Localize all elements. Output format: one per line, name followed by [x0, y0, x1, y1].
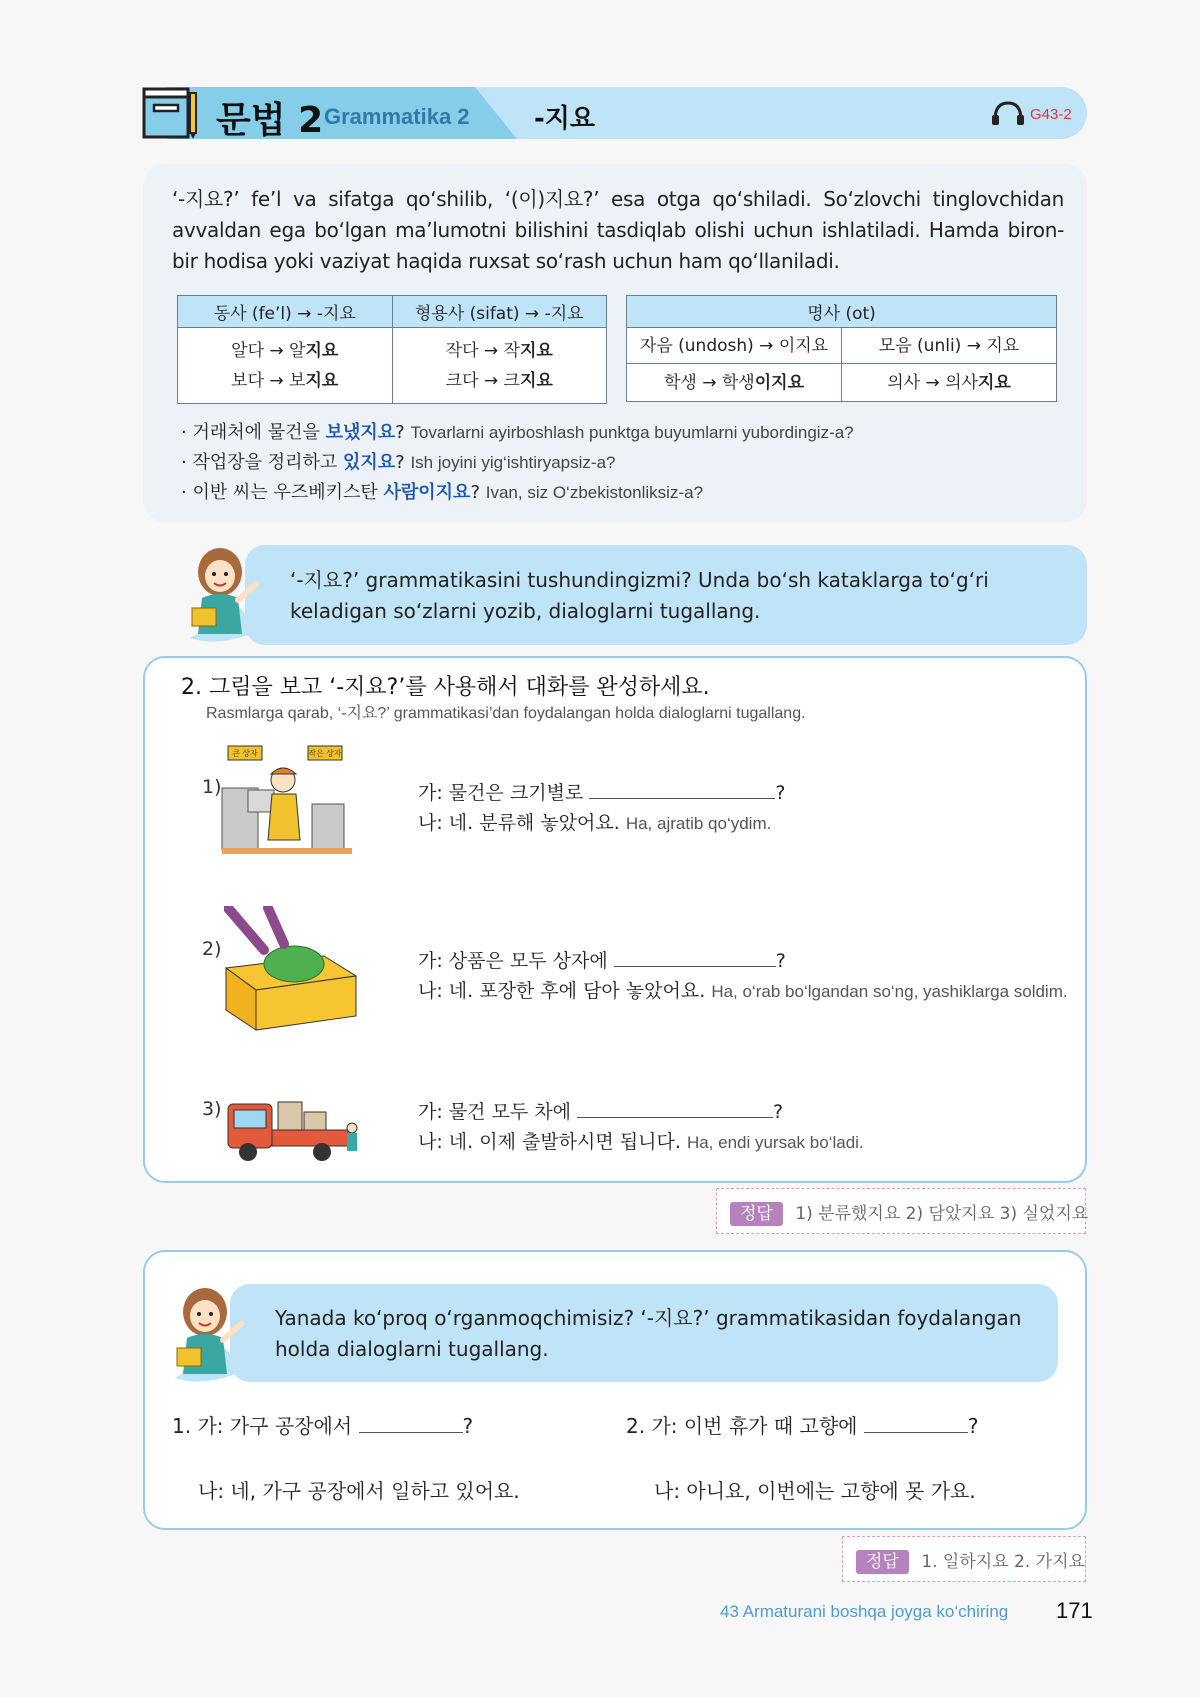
small-box-sign: 작은 상자 — [308, 749, 342, 758]
example-sentence: · 작업장을 정리하고 있지요? Ish joyini yig‘ishtiryapsiz-a? — [181, 452, 616, 473]
vowel-rule-cell: 모음 (unli) → 지요 — [842, 328, 1057, 364]
lesson-footer: 43 Armaturani boshqa joyga ko‘chiring — [720, 1602, 1009, 1621]
answer-blank[interactable] — [589, 781, 775, 799]
item-number: 1) — [202, 776, 222, 798]
book-icon — [142, 87, 200, 141]
dialog-line-b: 나: 네. 분류해 놓았어요. Ha, ajratib qo‘ydim. — [418, 812, 772, 834]
loaded-truck-illustration — [226, 1090, 368, 1166]
large-box-sign: 큰 상자 — [232, 749, 258, 758]
extra-practice-text: Yanada ko‘proq o‘rganmoqchimisiz? ‘-지요?’ grammatikasidan foydalangan holda dialoglarni tugallang. — [275, 1306, 1022, 1361]
grammar-subtitle: Grammatika 2 — [324, 104, 470, 129]
dialog-line-a: 가: 상품은 모두 상자에 ? — [418, 950, 786, 972]
example-sentence: · 거래처에 물건을 보냈지요? Tovarlarni ayirboshlash punktga buyumlarni yubordingiz-a? — [181, 422, 854, 443]
answer-text: 1. 일하지요 2. 가지요 — [921, 1552, 1085, 1572]
dialog-line-a: 가: 물건은 크기별로 ? — [418, 782, 786, 804]
example-sentence: · 이반 씨는 우즈베키스탄 사람이지요? Ivan, siz O‘zbekistonliksiz-a? — [181, 482, 704, 503]
vowel-example-cell: 의사 → 의사지요 — [842, 364, 1057, 402]
answer-key — [730, 1199, 1088, 1224]
adjective-examples-cell: 작다 → 작지요 크다 → 크지요 — [392, 328, 607, 404]
exercise-subtitle: Rasmlarga qarab, ‘-지요?’ grammatikasi’dan foydalangan holda dialoglarni tugallang. — [206, 705, 806, 722]
verb-examples-cell: 알다 → 알지요 보다 → 보지요 — [178, 328, 393, 404]
answer-blank[interactable] — [614, 949, 776, 967]
consonant-example-cell: 학생 → 학생이지요 — [627, 364, 842, 402]
teacher-illustration — [180, 538, 272, 646]
practice-question-2a: 2. 가: 이번 휴가 때 고향에 ? — [626, 1414, 979, 1438]
table-header-noun: 명사 (ot) — [627, 296, 1057, 328]
consonant-rule-cell: 자음 (undosh) → 이지요 — [627, 328, 842, 364]
audio-code[interactable]: G43-2 — [1030, 106, 1072, 123]
item-number: 3) — [202, 1098, 222, 1120]
packing-box-illustration — [224, 906, 360, 1036]
sorting-boxes-illustration — [220, 742, 356, 860]
answer-tag: 정답 — [856, 1550, 909, 1574]
teacher-illustration — [165, 1278, 257, 1386]
table-header-verb: 동사 (fe’l) → -지요 — [178, 296, 393, 328]
answer-tag: 정답 — [730, 1202, 783, 1226]
answer-key — [856, 1547, 1085, 1572]
practice-question-1a: 1. 가: 가구 공장에서 ? — [172, 1414, 474, 1438]
page-number: 171 — [1056, 1598, 1093, 1623]
answer-blank[interactable] — [359, 1415, 463, 1433]
headphones-icon[interactable] — [990, 100, 1026, 126]
grammar-title: -지요 — [534, 104, 596, 134]
grammar-number: 문법 2 — [216, 100, 324, 141]
exercise-title: 2. 그림을 보고 ‘-지요?’를 사용해서 대화를 완성하세요. — [181, 675, 710, 700]
answer-text: 1) 분류했지요 2) 담았지요 3) 실었지요 — [795, 1204, 1089, 1224]
verb-adjective-table — [177, 295, 607, 404]
dialog-line-b: 나: 네. 이제 출발하시면 됩니다. Ha, endi yursak bo‘ladi. — [418, 1131, 864, 1153]
dialog-line-a: 가: 물건 모두 차에 ? — [418, 1101, 784, 1123]
table-header-adjective: 형용사 (sifat) → -지요 — [392, 296, 607, 328]
answer-blank[interactable] — [864, 1415, 968, 1433]
answer-blank[interactable] — [577, 1100, 773, 1118]
dialog-line-b: 나: 네. 포장한 후에 담아 놓았어요. Ha, o‘rab bo‘lgandan so‘ng, yashiklarga soldim. — [418, 980, 1068, 1002]
practice-question-1b: 나: 네, 가구 공장에서 일하고 있어요. — [198, 1479, 520, 1503]
item-number: 2) — [202, 938, 222, 960]
intro-text: ‘-지요?’ fe’l va sifatga qo‘shilib, ‘(이)지요?’ esa otga qo‘shiladi. So‘zlovchi tinglovchidan avvaldan ega bo‘lgan ma’lumotni bilishini tasdiqlab olishi uchun ishlatiladi. Hamda biron-bir hodisa yoki vaziyat haqida ruxsat so‘rash uchun ham qo‘llaniladi. — [172, 187, 1064, 273]
practice-question-2b: 나: 아니요, 이번에는 고향에 못 가요. — [654, 1479, 976, 1503]
instruction-text: ‘-지요?’ grammatikasini tushundingizmi? Unda bo‘sh kataklarga to‘g‘ri keladigan so‘zlarni yozib, dialoglarni tugallang. — [290, 568, 989, 623]
noun-table — [626, 295, 1057, 402]
